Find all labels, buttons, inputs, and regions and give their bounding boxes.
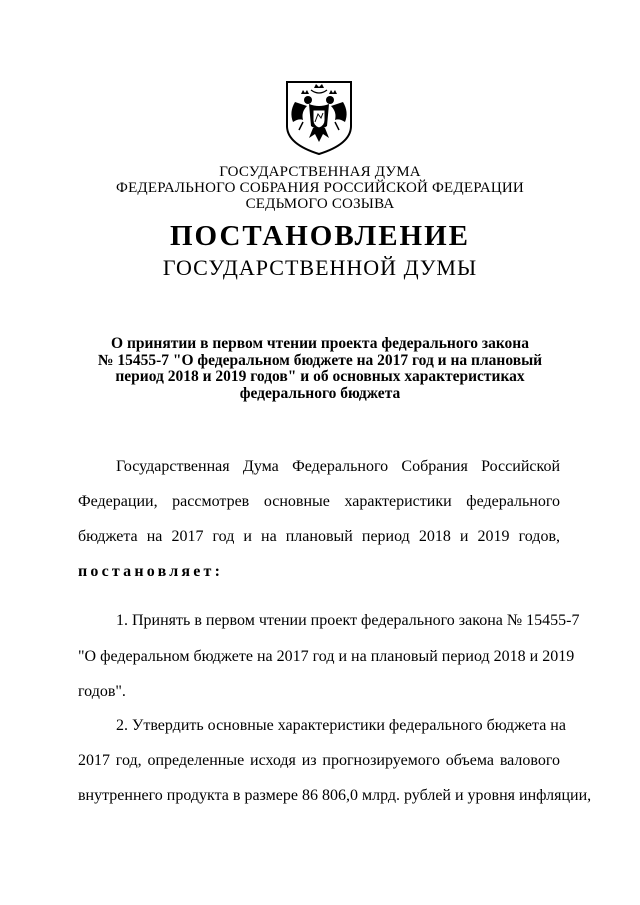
paragraph-2-line-1: 1. Принять в первом чтении проект федерального закона № 15455-7 <box>116 612 580 629</box>
document-title: ПОСТАНОВЛЕНИЕ <box>169 220 470 252</box>
paragraph-3-line-3: внутреннего продукта в размере 86 806,0 млрд. рублей и уровня инфляции, <box>78 787 592 804</box>
header-line-2: ФЕДЕРАЛЬНОГО СОБРАНИЯ РОССИЙСКОЙ ФЕДЕРАЦИИ <box>116 180 524 196</box>
header-line-3: СЕДЬМОГО СОЗЫВА <box>245 196 395 212</box>
decree-word: постановляет: <box>78 563 224 580</box>
paragraph-1-line-2: Федерации, рассмотрев основные характеристики федерального <box>78 493 560 510</box>
paragraph-3-line-2: 2017 год, определенные исходя из прогнозируемого объема валового <box>78 752 560 769</box>
paragraph-2-line-2: "О федеральном бюджете на 2017 год и на плановый период 2018 и 2019 <box>78 648 575 665</box>
subject-line-4: федерального бюджета <box>239 384 401 402</box>
document-subject <box>80 336 560 402</box>
coat-of-arms-icon <box>281 78 357 156</box>
header-line-1: ГОСУДАРСТВЕННАЯ ДУМА <box>219 164 421 180</box>
paragraph-2-line-3: годов". <box>78 683 126 700</box>
paragraph-3-line-1: 2. Утвердить основные характеристики федерального бюджета на <box>116 717 566 734</box>
document-subtitle: ГОСУДАРСТВЕННОЙ ДУМЫ <box>162 255 478 280</box>
subject-line-2: № 15455-7 "О федеральном бюджете на 2017 год и на плановый <box>97 351 543 369</box>
paragraph-1-line-1: Государственная Дума Федерального Собрания Российской <box>116 458 560 475</box>
subject-line-3: период 2018 и 2019 годов" и об основных характеристиках <box>115 368 525 385</box>
paragraph-1-line-3: бюджета на 2017 год и на плановый период 2018 и 2019 годов, <box>78 528 560 545</box>
subject-line-1: О принятии в первом чтении проекта федерального закона <box>111 335 529 352</box>
